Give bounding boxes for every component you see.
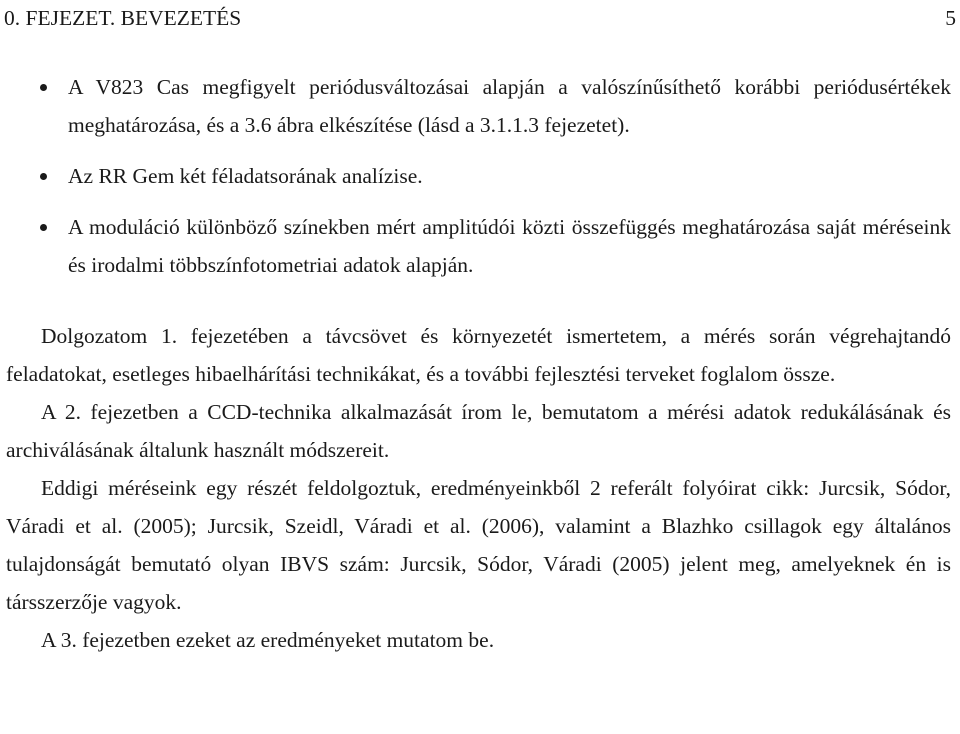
- paragraph: A 2. fejezetben a CCD-technika alkalmazását írom le, bemutatom a mérési adatok redukálásának és archiválásának általunk használt módszereit.: [6, 400, 951, 462]
- paragraph: A 3. fejezetben ezeket az eredményeket mutatom be.: [41, 628, 495, 652]
- paragraph: Eddigi méréseink egy részét feldolgoztuk, eredményeinkből 2 referált folyóirat cikk: Jurcsik, Sódor, Váradi et al. (2005); Jurcsik, Szeidl, Váradi et al. (2006), valamint a Blazhko csillagok egy általános tulajdonságát bemutató olyan IBVS szám: Jurcsik, Sódor, Váradi (2005) jelent meg, amelyeknek én is társszerzője vagyok.: [6, 476, 951, 614]
- chapter-title: 0. FEJEZET. BEVEZETÉS: [4, 5, 242, 30]
- list-item-text: Az RR Gem két féladatsorának analízise.: [68, 164, 423, 188]
- bullet-icon: [40, 84, 47, 91]
- list-item-text: A moduláció különböző színekben mért amplitúdói közti összefüggés meghatározása saját méréseink és irodalmi többszínfotometriai adatok alapján.: [68, 215, 951, 277]
- page-number: 5: [945, 5, 956, 30]
- page-body: [6, 68, 951, 659]
- page-header: [4, 2, 956, 34]
- paragraph: Dolgozatom 1. fejezetében a távcsövet és környezetét ismertetem, a mérés során végrehajtandó feladatokat, esetleges hibaelhárítási technikákat, és a további fejlesztési terveket foglalom össze.: [6, 324, 951, 386]
- bullet-icon: [40, 224, 47, 231]
- list-item: [6, 157, 951, 195]
- list-item: [6, 68, 951, 144]
- list-item-text: A V823 Cas megfigyelt periódusváltozásai alapján a valószínűsíthető korábbi periódusértékek meghatározása, és a 3.6 ábra elkészítése (lásd a 3.1.1.3 fejezetet).: [68, 75, 951, 137]
- bullet-icon: [40, 173, 47, 180]
- bullet-list: [6, 68, 951, 284]
- list-item: [6, 208, 951, 284]
